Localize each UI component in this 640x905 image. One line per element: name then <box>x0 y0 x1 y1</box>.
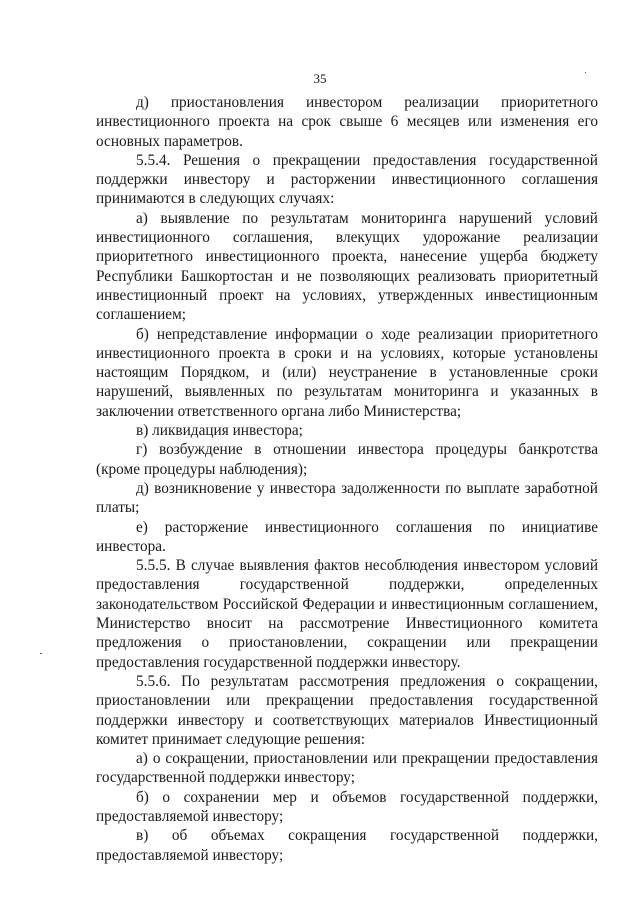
paragraph-item-b-non-submission: б) непредставление информации о ходе реализации приоритетного инвестиционного проекта в сроки и на условиях, которые установлены настоящим Порядком, и (или) неустранение в установленные сроки нарушений, выявленных по результатам мониторинга и указанных в заключении ответственного органа либо Министерства; <box>96 325 598 420</box>
paragraph-decision-b: б) о сохранении мер и объемов государственной поддержки, предоставляемой инвестору; <box>96 788 598 825</box>
paragraph-item-g-bankruptcy: г) возбуждение в отношении инвестора процедуры банкротства (кроме процедуры наблюдения); <box>96 441 598 478</box>
paragraph-item-a-violations: а) выявление по результатам мониторинга нарушений условий инвестиционного соглашения, влекущих удорожание реализации приоритетного инвестиционного проекта, нанесение ущерба бюджету Республики Башкортостан и не позволяющих реализовать приоритетный инвестиционный проект на условиях, утвержденных инвестиционным соглашением; <box>96 209 598 324</box>
paragraph-5-5-4: 5.5.4. Решения о прекращении предоставления государственной поддержки инвестору и расторжении инвестиционного соглашения принимаются в следующих случаях: <box>96 151 598 208</box>
paragraph-5-5-5: 5.5.5. В случае выявления фактов несоблюдения инвестором условий предоставления государственной поддержки, определенных законодательством Российской Федерации и инвестиционным соглашением, Министерство вносит на рассмотрение Инвестиционного комитета предложения о приостановлении, сокращении или прекращении предоставления государственной поддержки инвестору. <box>96 557 598 671</box>
paragraph-item-d-wage-arrears: д) возникновение у инвестора задолженности по выплате заработной платы; <box>96 479 598 517</box>
document-body <box>96 93 598 865</box>
paragraph-5-5-6: 5.5.6. По результатам рассмотрения предложения о сокращении, приостановлении или прекращении предоставления государственной поддержки инвестору и соответствующих материалов Инвестиционный комитет принимает следующие решения: <box>96 672 598 748</box>
scan-speck <box>585 72 586 73</box>
paragraph-decision-v: в) об объемах сокращения государственной поддержки, предоставляемой инвестору; <box>96 827 598 864</box>
paragraph-item-e-termination: е) расторжение инвестиционного соглашения по инициативе инвестора. <box>96 518 598 555</box>
paragraph-decision-a: а) о сокращении, приостановлении или прекращении предоставления государственной поддержки инвестору; <box>96 750 598 787</box>
paragraph-item-v-liquidation: в) ликвидация инвестора; <box>136 422 303 440</box>
paragraph-item-d-suspension: д) приостановления инвестором реализации приоритетного инвестиционного проекта на срок свыше 6 месяцев или изменения его основных параметров. <box>96 94 598 150</box>
page-number: 35 <box>313 71 327 86</box>
scan-speck <box>40 653 42 654</box>
